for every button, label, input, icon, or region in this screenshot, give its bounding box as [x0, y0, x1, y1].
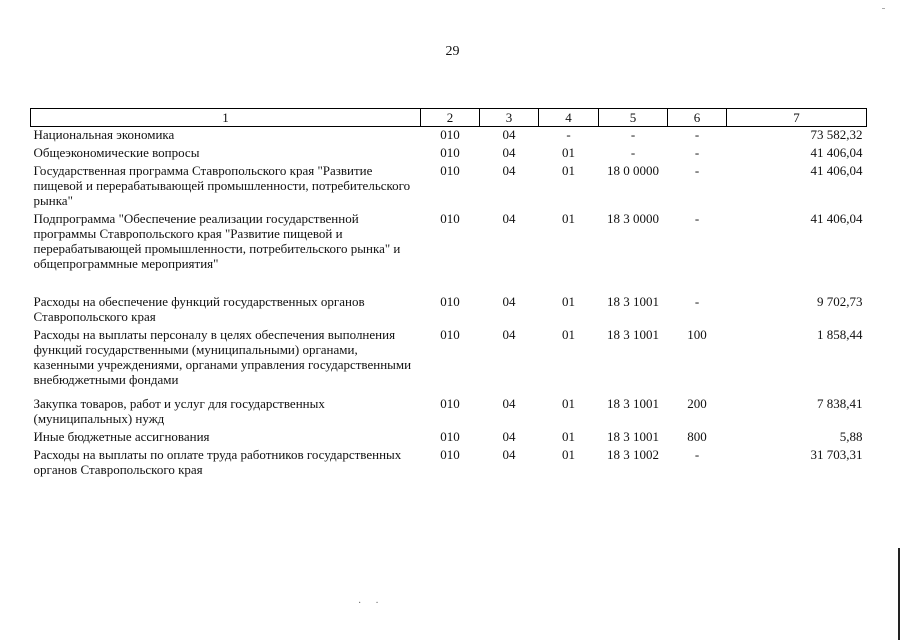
row-code-5: 18 3 1001: [607, 396, 659, 411]
row-sum: 9 702,73: [817, 294, 863, 309]
table-row: [31, 211, 867, 274]
header-col-6: 6: [668, 109, 727, 127]
row-name: Расходы на выплаты по оплате труда работников государственных органов Ставропольского края: [33, 447, 402, 477]
row-code-2: 010: [440, 396, 460, 411]
row-code-5: 18 3 0000: [607, 211, 659, 226]
row-sum: 73 582,32: [810, 127, 863, 142]
header-col-2: 2: [421, 109, 480, 127]
header-col-4: 4: [539, 109, 599, 127]
row-code-6: 200: [687, 396, 707, 411]
table-row: [31, 163, 867, 211]
header-col-3: 3: [480, 109, 539, 127]
row-code-2: 010: [440, 127, 460, 142]
row-code-6: -: [694, 127, 700, 142]
row-code-3: 04: [502, 429, 516, 444]
row-code-6: -: [694, 163, 700, 178]
header-col-7: 7: [727, 109, 867, 127]
table-row: [31, 145, 867, 163]
row-sum: 5,88: [839, 429, 863, 444]
row-code-2: 010: [440, 447, 460, 462]
row-code-2: 010: [440, 429, 460, 444]
scan-edge-line: [898, 548, 900, 640]
row-name: Иные бюджетные ассигнования: [33, 429, 210, 444]
row-code-4: 01: [562, 294, 575, 309]
page-number: 29: [445, 44, 460, 59]
row-code-6: -: [694, 294, 700, 309]
row-code-4: 01: [562, 163, 575, 178]
row-code-3: 04: [502, 145, 516, 160]
row-code-3: 04: [502, 447, 516, 462]
row-code-2: 010: [440, 145, 460, 160]
row-code-5: 18 0 0000: [607, 163, 659, 178]
row-name: Государственная программа Ставропольского края "Развитие пищевой и перерабатывающей промышленности, потребительского рынка": [33, 163, 411, 208]
table-header-row: [31, 109, 867, 127]
row-code-2: 010: [440, 211, 460, 226]
row-code-4: 01: [562, 447, 575, 462]
row-name: Национальная экономика: [33, 127, 175, 142]
row-name: Закупка товаров, работ и услуг для государственных (муниципальных) нужд: [33, 396, 325, 426]
row-code-3: 04: [502, 127, 516, 142]
row-code-4: -: [566, 127, 571, 142]
row-code-6: 100: [687, 327, 707, 342]
row-sum: 41 406,04: [810, 145, 863, 160]
row-code-6: -: [694, 447, 700, 462]
row-name: Расходы на обеспечение функций государственных органов Ставропольского края: [33, 294, 365, 324]
table-row: [31, 429, 867, 447]
table-row: [31, 396, 867, 429]
row-code-4: 01: [562, 145, 575, 160]
row-sum: 41 406,04: [810, 211, 863, 226]
row-code-5: 18 3 1001: [607, 294, 659, 309]
scan-speck: ··: [358, 598, 393, 609]
row-code-3: 04: [502, 327, 516, 342]
table-row: [31, 327, 867, 390]
row-code-5: 18 3 1001: [607, 429, 659, 444]
row-sum: 1 858,44: [817, 327, 863, 342]
row-code-4: 01: [562, 211, 575, 226]
row-name: Подпрограмма "Обеспечение реализации государственной программы Ставропольского края "Развитие пищевой и перерабатывающей промышленности, потребительского рынка" и общепрограммные мероприятия": [33, 211, 401, 271]
table-row: [31, 127, 867, 146]
table-row: [31, 447, 867, 480]
row-code-4: 01: [562, 327, 575, 342]
row-code-4: 01: [562, 396, 575, 411]
row-code-3: 04: [502, 163, 516, 178]
row-sum: 41 406,04: [810, 163, 863, 178]
row-code-2: 010: [440, 294, 460, 309]
scan-speck: [882, 8, 885, 9]
row-code-2: 010: [440, 163, 460, 178]
row-code-6: -: [694, 211, 700, 226]
row-code-2: 010: [440, 327, 460, 342]
row-code-5: -: [630, 127, 636, 142]
row-code-5: -: [630, 145, 636, 160]
table-row: [31, 294, 867, 327]
header-col-5: 5: [599, 109, 668, 127]
row-name: Расходы на выплаты персоналу в целях обеспечения выполнения функций государственными (муниципальными) органами, казенными учреждениями, органами управления государственными внебюджетными фондами: [33, 327, 412, 387]
budget-table: [30, 108, 867, 480]
row-code-6: -: [694, 145, 700, 160]
row-code-6: 800: [687, 429, 707, 444]
row-code-5: 18 3 1002: [607, 447, 659, 462]
spacer-row: [31, 274, 867, 294]
row-code-3: 04: [502, 211, 516, 226]
row-sum: 7 838,41: [817, 396, 863, 411]
spacer-cell: [31, 274, 867, 294]
row-sum: 31 703,31: [810, 447, 863, 462]
row-code-4: 01: [562, 429, 575, 444]
row-code-3: 04: [502, 294, 516, 309]
row-code-5: 18 3 1001: [607, 327, 659, 342]
header-col-1: 1: [31, 109, 421, 127]
row-code-3: 04: [502, 396, 516, 411]
row-name: Общеэкономические вопросы: [33, 145, 200, 160]
